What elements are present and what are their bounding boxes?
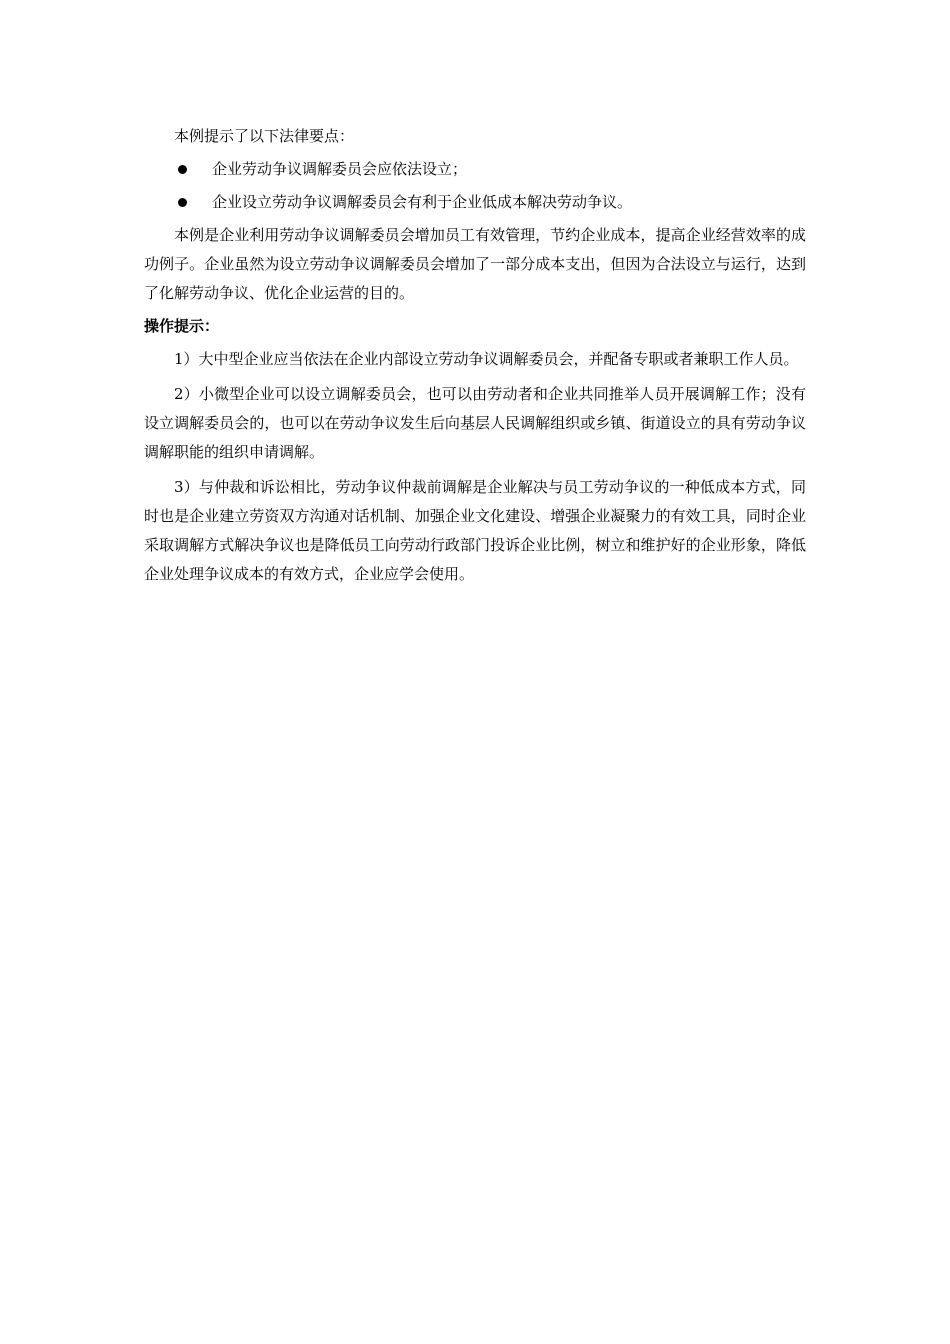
bullet-text: 企业劳动争议调解委员会应依法设立； xyxy=(212,160,468,178)
tip-paragraph-2: 2）小微型企业可以设立调解委员会，也可以由劳动者和企业共同推举人员开展调解工作；没有设立调解委员会的，也可以在劳动争议发生后向基层人民调解组织或乡镇、街道设立的具有劳动争议调解职能的组织申请调解。 xyxy=(144,385,806,461)
list-item xyxy=(144,155,806,184)
document-body xyxy=(144,122,806,595)
tip-paragraph-1: 1）大中型企业应当依法在企业内部设立劳动争议调解委员会，并配备专职或者兼职工作人员。 xyxy=(174,350,799,368)
intro-paragraph: 本例提示了以下法律要点： xyxy=(174,127,355,145)
list-item xyxy=(144,188,806,217)
legal-points-list xyxy=(144,155,806,217)
analysis-paragraph: 本例是企业利用劳动争议调解委员会增加员工有效管理，节约企业成本，提高企业经营效率的成功例子。企业虽然为设立劳动争议调解委员会增加了一部分成本支出，但因为合法设立与运行，达到了化解劳动争议、优化企业运营的目的。 xyxy=(144,226,806,302)
bullet-icon xyxy=(178,198,187,207)
bullet-icon xyxy=(178,165,187,174)
tip-paragraph-3: 3）与仲裁和诉讼相比，劳动争议仲裁前调解是企业解决与员工劳动争议的一种低成本方式，同时也是企业建立劳资双方沟通对话机制、加强企业文化建设、增强企业凝聚力的有效工具，同时企业采取调解方式解决争议也是降低员工向劳动行政部门投诉企业比例，树立和维护好的企业形象，降低企业处理争议成本的有效方式，企业应学会使用。 xyxy=(144,478,806,583)
tips-heading: 操作提示： xyxy=(144,317,220,335)
bullet-text: 企业设立劳动争议调解委员会有利于企业低成本解决劳动争议。 xyxy=(212,193,633,211)
